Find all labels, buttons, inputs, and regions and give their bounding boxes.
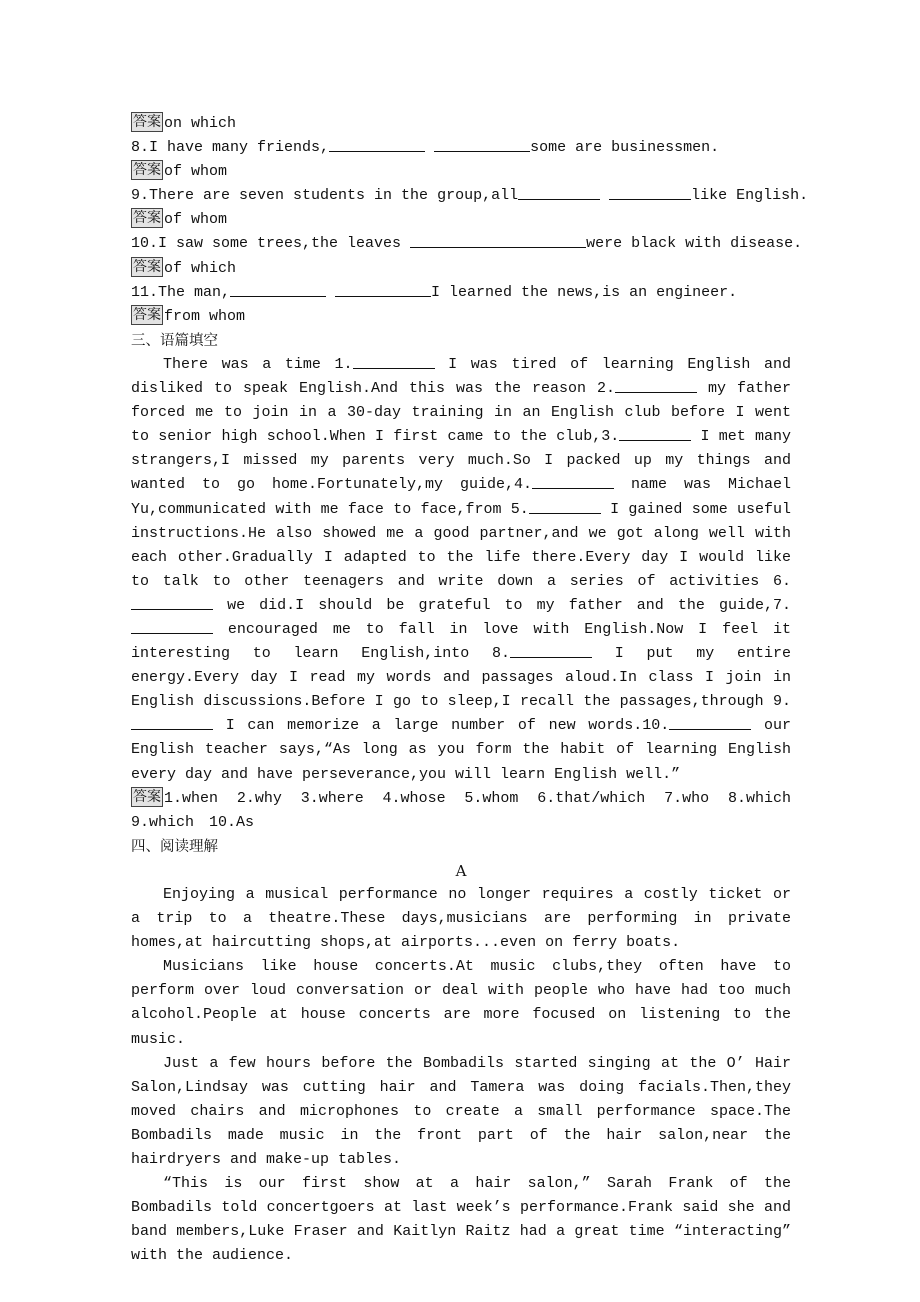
blank[interactable]: [518, 185, 600, 200]
blank-6[interactable]: [131, 595, 213, 610]
passage-text: I put my entire energy.Every day I read my words and passages aloud.In class I join in English discussions.Before I go to sleep,I recall the passages,through 9.: [131, 645, 791, 711]
answer-line-10: [131, 257, 791, 281]
answer-text: of whom: [164, 163, 228, 181]
question-9: [131, 184, 809, 208]
answer-tag: 答案: [133, 306, 161, 323]
blank-1[interactable]: [353, 354, 435, 369]
reading-paragraph: Musicians like house concerts.At music clubs,they often have to perform over loud conversation or deal with people who have had too much alcohol.People at house concerts are more focused on listening to the music.: [131, 958, 791, 1048]
answer-text: from whom: [164, 307, 246, 325]
question-text: I have many friends,: [149, 139, 330, 157]
passage-text: I gained some useful instructions.He also showed me a good partner,and we got along well with each other.Gradually I adapted to the life there.Every day I would like to talk to other teenagers and write down a series of activities 6.: [131, 500, 791, 590]
answer-tag: 答案: [133, 114, 161, 130]
reading-paragraph: Enjoying a musical performance no longer requires a costly ticket or a trip to a theatre.These days,musicians are performing in private homes,at haircutting shops,at airports...even on ferry boats.: [131, 886, 791, 952]
passage-text: our English teacher says,“As long as you form the habit of learning English every day and have perseverance,you will learn English well.”: [131, 717, 791, 783]
blank-7[interactable]: [131, 619, 213, 634]
passage-text: I was tired of learning English and disliked to speak English.And this was the reason 2.: [131, 355, 791, 398]
reading-paragraph: “This is our first show at a hair salon,” Sarah Frank of the Bombadils told concertgoers at last week’s performance.Frank said she and band members,Luke Fraser and Kaitlyn Raitz had a great time “interacting” with the audience.: [131, 1175, 791, 1265]
section-3-title: 三、语篇填空: [131, 332, 218, 349]
passage-text: I can memorize a large number of new words.10.: [213, 717, 670, 735]
passage-text: There was a time 1.: [163, 355, 353, 373]
passage-label: A: [455, 861, 467, 880]
passage-text: encouraged me to fall in love with English.Now I feel it interesting to learn English,into 8.: [131, 620, 791, 663]
question-number: 9.: [131, 187, 150, 205]
answer-tag: 答案: [133, 210, 161, 227]
blank[interactable]: [609, 185, 691, 200]
blank-9[interactable]: [131, 715, 213, 730]
question-text: some are businessmen.: [530, 139, 720, 157]
answer-text: of whom: [164, 211, 228, 229]
worksheet-page: [131, 112, 809, 1269]
answer-tag: 答案: [133, 788, 161, 805]
question-text: I learned the news,is an engineer.: [431, 283, 738, 301]
passage-text: name was Michael Yu,communicated with me face to face,from 5.: [131, 476, 792, 518]
blank[interactable]: [434, 137, 530, 152]
answer-tag: 答案: [133, 162, 161, 179]
section-4-title: 四、阅读理解: [131, 838, 218, 855]
blank-8[interactable]: [510, 643, 592, 658]
question-10: [131, 232, 803, 256]
blank[interactable]: [335, 282, 431, 297]
blank-4[interactable]: [532, 474, 614, 489]
reading-paragraph: Just a few hours before the Bombadils started singing at the O’ Hair Salon,Lindsay was cutting hair and Tamera was doing facials.Then,they moved chairs and microphones to create a small performance space.The Bombadils made music in the front part of the hair salon,near the hairdryers and make-up tables.: [131, 1054, 791, 1169]
blank-10[interactable]: [669, 715, 751, 730]
blank[interactable]: [329, 137, 425, 152]
question-text: were black with disease.: [586, 235, 803, 253]
blank[interactable]: [230, 282, 326, 297]
answer-line-7: [131, 112, 791, 136]
question-8: [131, 136, 791, 160]
blank[interactable]: [410, 233, 586, 248]
question-text: The man,: [158, 283, 231, 301]
question-number: 8.: [131, 139, 150, 157]
answer-text: on which: [164, 115, 237, 132]
question-number: 11.: [131, 283, 159, 301]
answer-line-11: [131, 305, 791, 329]
blank-2[interactable]: [615, 378, 697, 393]
cloze-passage: [131, 353, 791, 787]
passage-text: we did.I should be grateful to my father and the guide,7.: [213, 596, 791, 614]
passage-text: my father forced me to join in a 30-day training in an English club before I went to senior high school.When I first came to the club,3.: [131, 380, 792, 446]
answer-tag: 答案: [133, 258, 161, 275]
question-text: There are seven students in the group,all: [149, 187, 519, 205]
section-3-answers: [131, 787, 807, 835]
question-text: I saw some trees,the leaves: [158, 235, 411, 253]
answer-line-8: [131, 160, 791, 184]
passage-text: I met many strangers,I missed my parents very much.So I packed up my things and wanted to go home.Fortunately,my guide,4.: [131, 428, 791, 494]
answer-line-9: [131, 208, 791, 232]
blank-3[interactable]: [619, 426, 691, 441]
question-text: like English.: [691, 187, 809, 205]
question-number: 10.: [131, 235, 159, 253]
question-11: [131, 281, 791, 305]
answer-text: 1.when 2.why 3.where 4.whose 5.whom 6.that/which 7.who 8.which 9.which 10.As: [131, 789, 807, 831]
answer-text: of which: [164, 259, 237, 277]
blank-5[interactable]: [529, 499, 601, 514]
